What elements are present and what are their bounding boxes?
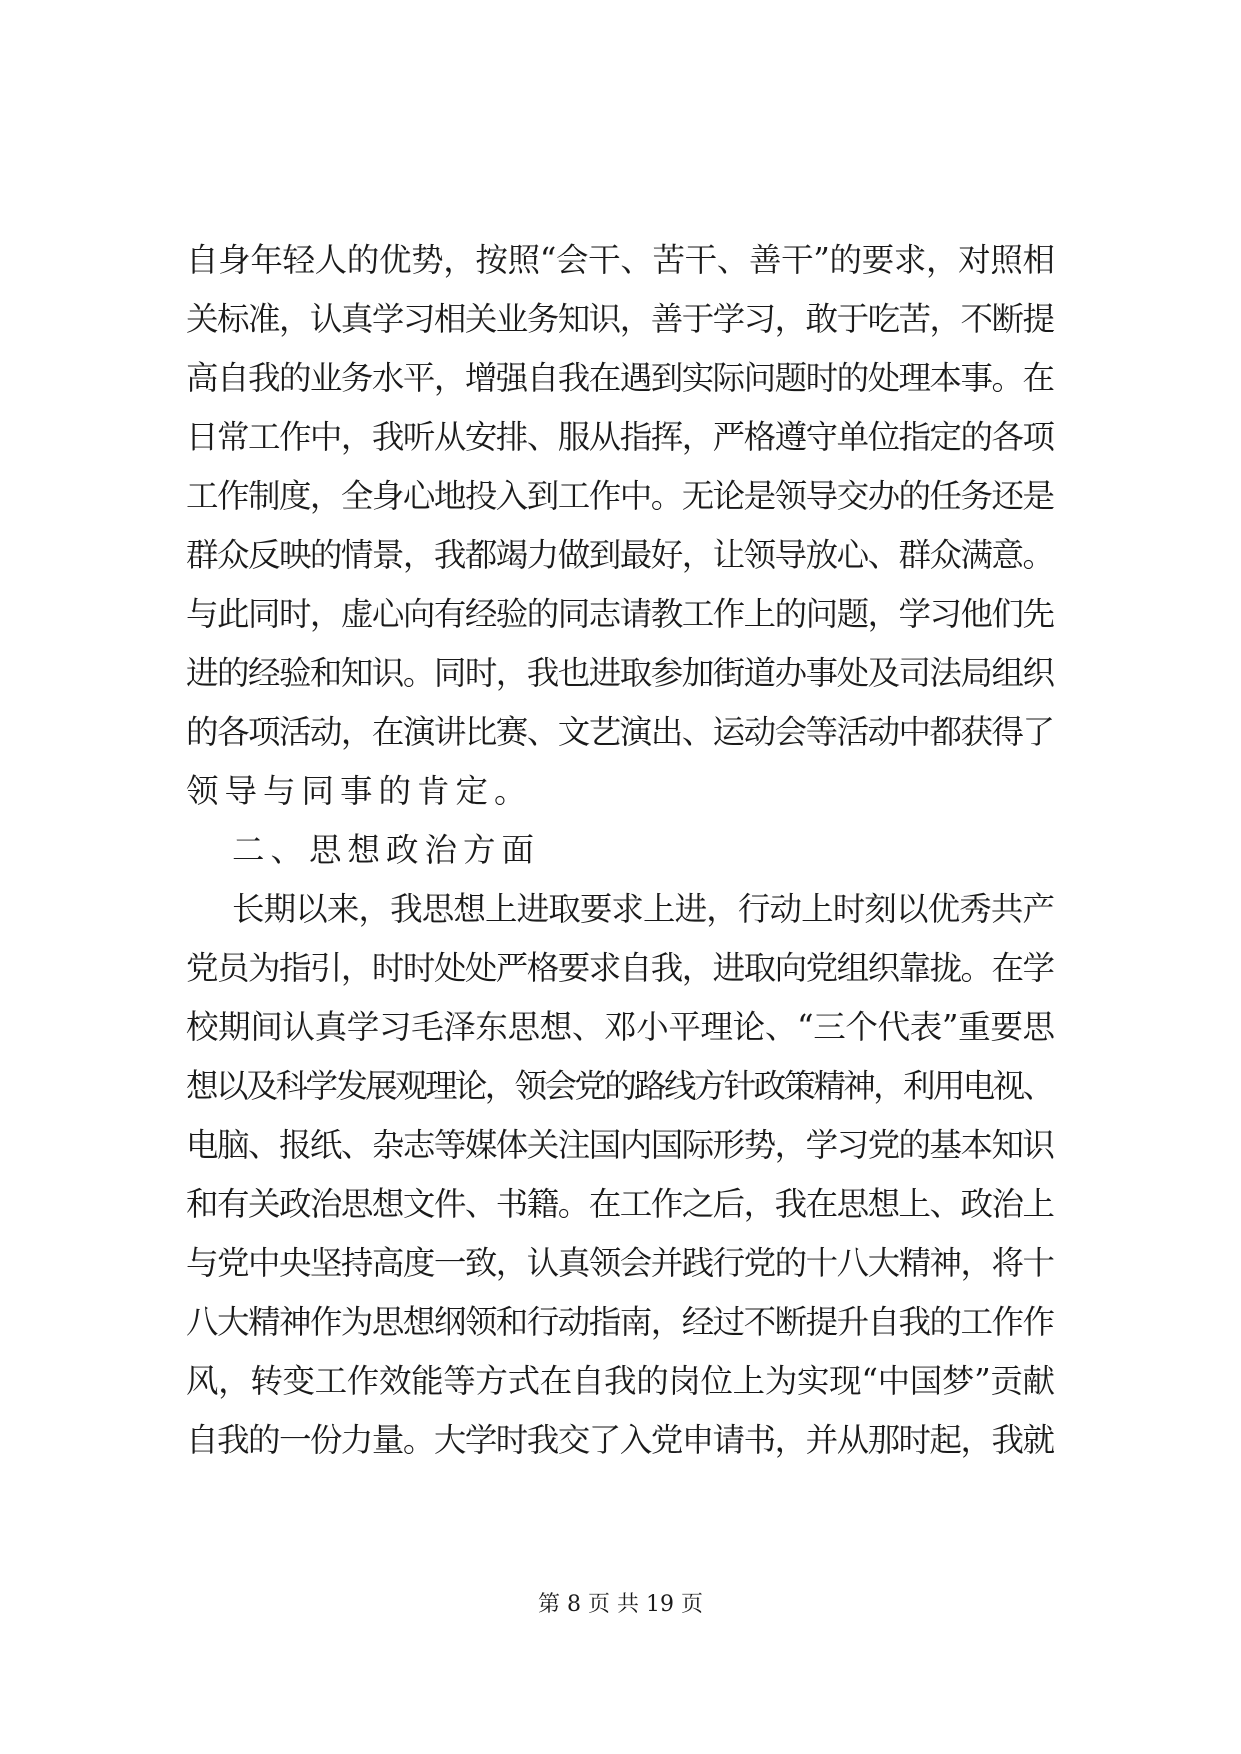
- text-line: 校期间认真学习毛泽东思想、邓小平理论、“三个代表”重要思: [186, 1008, 1055, 1046]
- text-line: 高自我的业务水平，增强自我在遇到实际问题时的处理本事。在: [186, 359, 1054, 397]
- text-line: 的各项活动，在演讲比赛、文艺演出、运动会等活动中都获得了: [186, 713, 1054, 751]
- text-line: 与党中央坚持高度一致，认真领会并践行党的十八大精神，将十: [186, 1244, 1054, 1282]
- text-line: 想以及科学发展观理论，领会党的路线方针政策精神，利用电视、: [186, 1067, 1053, 1105]
- text-line: 自我的一份力量。大学时我交了入党申请书，并从那时起，我就: [186, 1421, 1054, 1459]
- page-number-footer: 第 8 页 共 19 页: [538, 1592, 703, 1617]
- text-line: 进的经验和知识。同时，我也进取参加街道办事处及司法局组织: [186, 654, 1054, 692]
- text-line: 党员为指引，时时处处严格要求自我，进取向党组织靠拢。在学: [186, 949, 1054, 987]
- text-line: 电脑、报纸、杂志等媒体关注国内国际形势，学习党的基本知识: [186, 1126, 1054, 1164]
- text-line: 关标准，认真学习相关业务知识，善于学习，敢于吃苦，不断提: [186, 300, 1054, 338]
- text-line: 日常工作中，我听从安排、服从指挥，严格遵守单位指定的各项: [186, 418, 1054, 456]
- text-line: 工作制度，全身心地投入到工作中。无论是领导交办的任务还是: [186, 477, 1054, 515]
- text-line: 风，转变工作效能等方式在自我的岗位上为实现“中国梦”贡献: [186, 1362, 1055, 1400]
- section-heading: 二、思想政治方面: [232, 831, 541, 869]
- text-line: 群众反映的情景，我都竭力做到最好，让领导放心、群众满意。: [186, 536, 1054, 574]
- text-line: 自身年轻人的优势，按照“会干、苦干、善干”的要求，对照相: [186, 241, 1055, 279]
- text-line: 长期以来，我思想上进取要求上进，行动上时刻以优秀共产: [232, 890, 1055, 928]
- text-line: 领导与同事的肯定。: [186, 772, 533, 810]
- text-line: 和有关政治思想文件、书籍。在工作之后，我在思想上、政治上: [186, 1185, 1054, 1223]
- text-line: 与此同时，虚心向有经验的同志请教工作上的问题，学习他们先: [186, 595, 1054, 633]
- text-line: 八大精神作为思想纲领和行动指南，经过不断提升自我的工作作: [186, 1303, 1054, 1341]
